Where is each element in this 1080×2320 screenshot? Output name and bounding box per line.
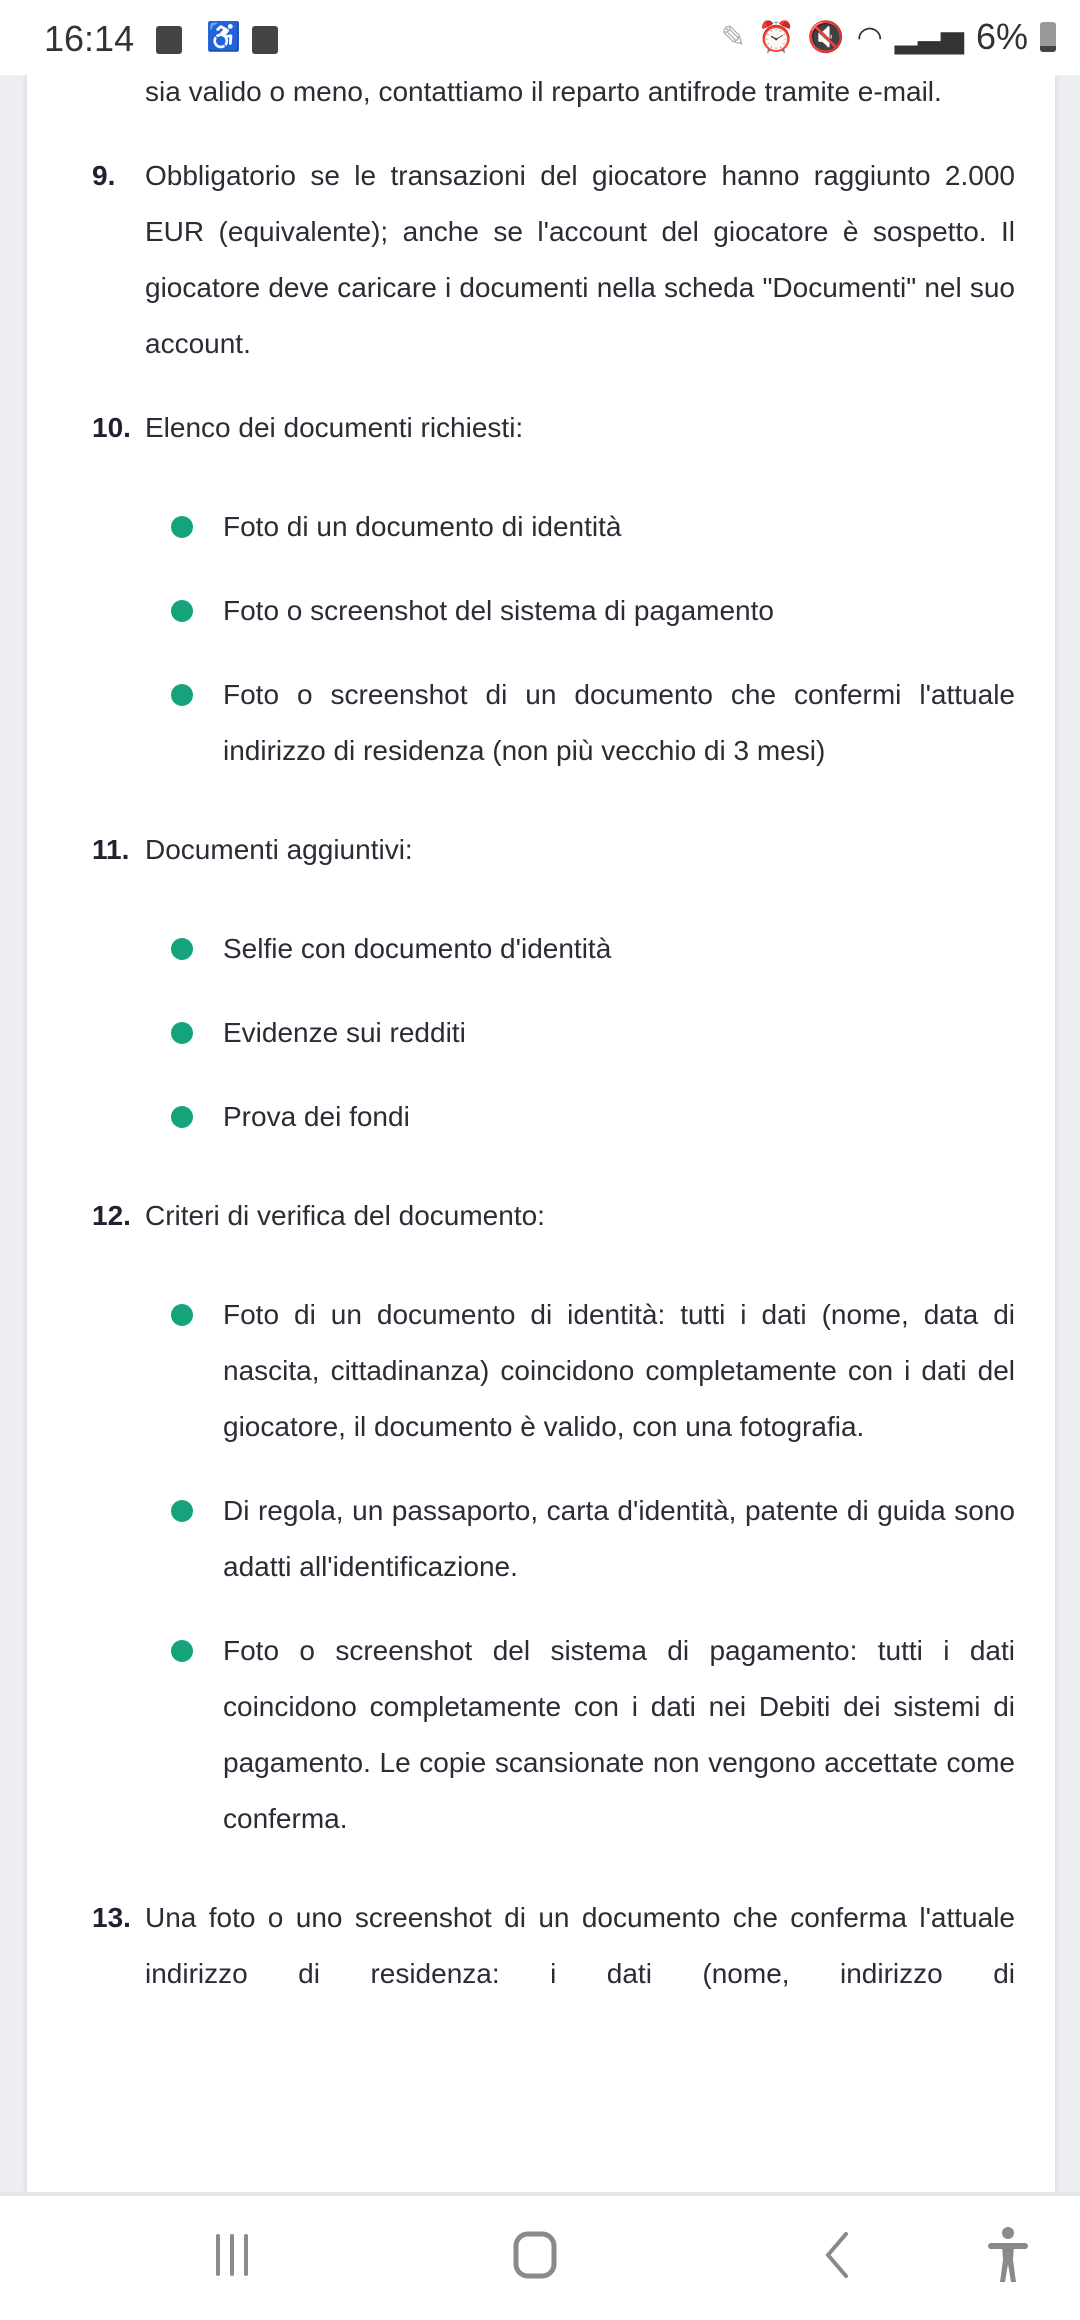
bullet-icon [171,1106,193,1128]
recent-apps-icon [212,2232,252,2278]
item-number: 10. [92,412,131,443]
navigation-bar [0,2192,1080,2320]
bullet-list [27,921,1055,1145]
bullet-icon [171,1022,193,1044]
home-button[interactable] [512,2230,558,2285]
list-item-11 [92,822,1015,878]
accessibility-icon [986,2226,1030,2286]
bullet-icon [171,1640,193,1662]
gallery-icon [156,26,182,54]
bullet-item: Evidenze sui redditi [223,1005,1015,1061]
item-text: Criteri di verifica del documento: [145,1200,545,1231]
bullet-item: Foto o screenshot del sistema di pagamento: tutti i dati coincidono completamente con i dati nei Debiti dei sistemi di pagamento. Le copie scansionate non vengono accettate come conferma. [223,1623,1015,1847]
status-bar [0,0,1080,75]
terms-content [27,75,1055,2002]
item-text: Elenco dei documenti richiesti: [145,412,524,443]
bullet-list [27,1287,1055,1847]
recent-apps-button[interactable] [212,2232,252,2283]
bullet-icon [171,600,193,622]
list-item-9 [92,148,1015,372]
item-text: Documenti aggiuntivi: [145,834,413,865]
signal-icon: ▂▃▅ [894,20,964,54]
bullet-item: Prova dei fondi [223,1089,1015,1145]
clock: 16:14 [44,18,135,59]
battery-percent: 6% [975,16,1028,57]
content-card[interactable] [27,75,1055,2192]
accessibility-notification-icon: ♿ [206,21,241,52]
item-text: Una foto o uno screenshot di un documento che conferma l'attuale indirizzo di residenza: i dati (nome, indirizzo di [145,1902,1015,1989]
bullet-item: Foto di un documento di identità: tutti i dati (nome, data di nascita, cittadinanza) coincidono completamente con i dati del giocatore, il documento è valido, con una fotografia. [223,1287,1015,1455]
mute-icon: 🔇 [807,20,845,54]
bullet-icon [171,1500,193,1522]
battery-charging-icon [1040,22,1056,52]
item-number: 11. [92,834,130,865]
list-item-13 [92,1890,1015,2002]
bullet-item: Selfie con documento d'identità [223,921,1015,977]
bullet-icon [171,1304,193,1326]
item-number: 12. [92,1200,131,1231]
item-text: Obbligatorio se le transazioni del giocatore hanno raggiunto 2.000 EUR (equivalente); anche se l'account del giocatore è sospetto. Il giocatore deve caricare i documenti nella scheda "Documenti" nel suo account. [145,160,1015,359]
clock-app-icon [252,26,278,54]
back-button[interactable] [822,2230,852,2285]
home-icon [512,2230,558,2280]
bullet-item: Foto o screenshot del sistema di pagamento [223,583,1015,639]
back-icon [822,2230,852,2280]
bullet-icon [171,938,193,960]
bullet-list [27,499,1055,779]
list-item-10 [92,400,1015,456]
list-item-12 [92,1188,1015,1244]
item-number: 9. [92,160,116,191]
alarm-icon: ⏰ [757,20,796,54]
accessibility-button[interactable] [986,2226,1030,2291]
bullet-item: Foto o screenshot di un documento che confermi l'attuale indirizzo di residenza (non più vecchio di 3 mesi) [223,667,1015,779]
wifi-icon: ◠ [856,20,883,54]
item-number: 13. [92,1902,131,1933]
bullet-item: Di regola, un passaporto, carta d'identità, patente di guida sono adatti all'identificazione. [223,1483,1015,1595]
bullet-icon [171,516,193,538]
intro-paragraph: sia valido o meno, contattiamo il reparto antifrode tramite e-mail. [145,76,942,107]
pen-icon: ✎ [720,20,746,54]
bullet-item: Foto di un documento di identità [223,499,1015,555]
bullet-icon [171,684,193,706]
